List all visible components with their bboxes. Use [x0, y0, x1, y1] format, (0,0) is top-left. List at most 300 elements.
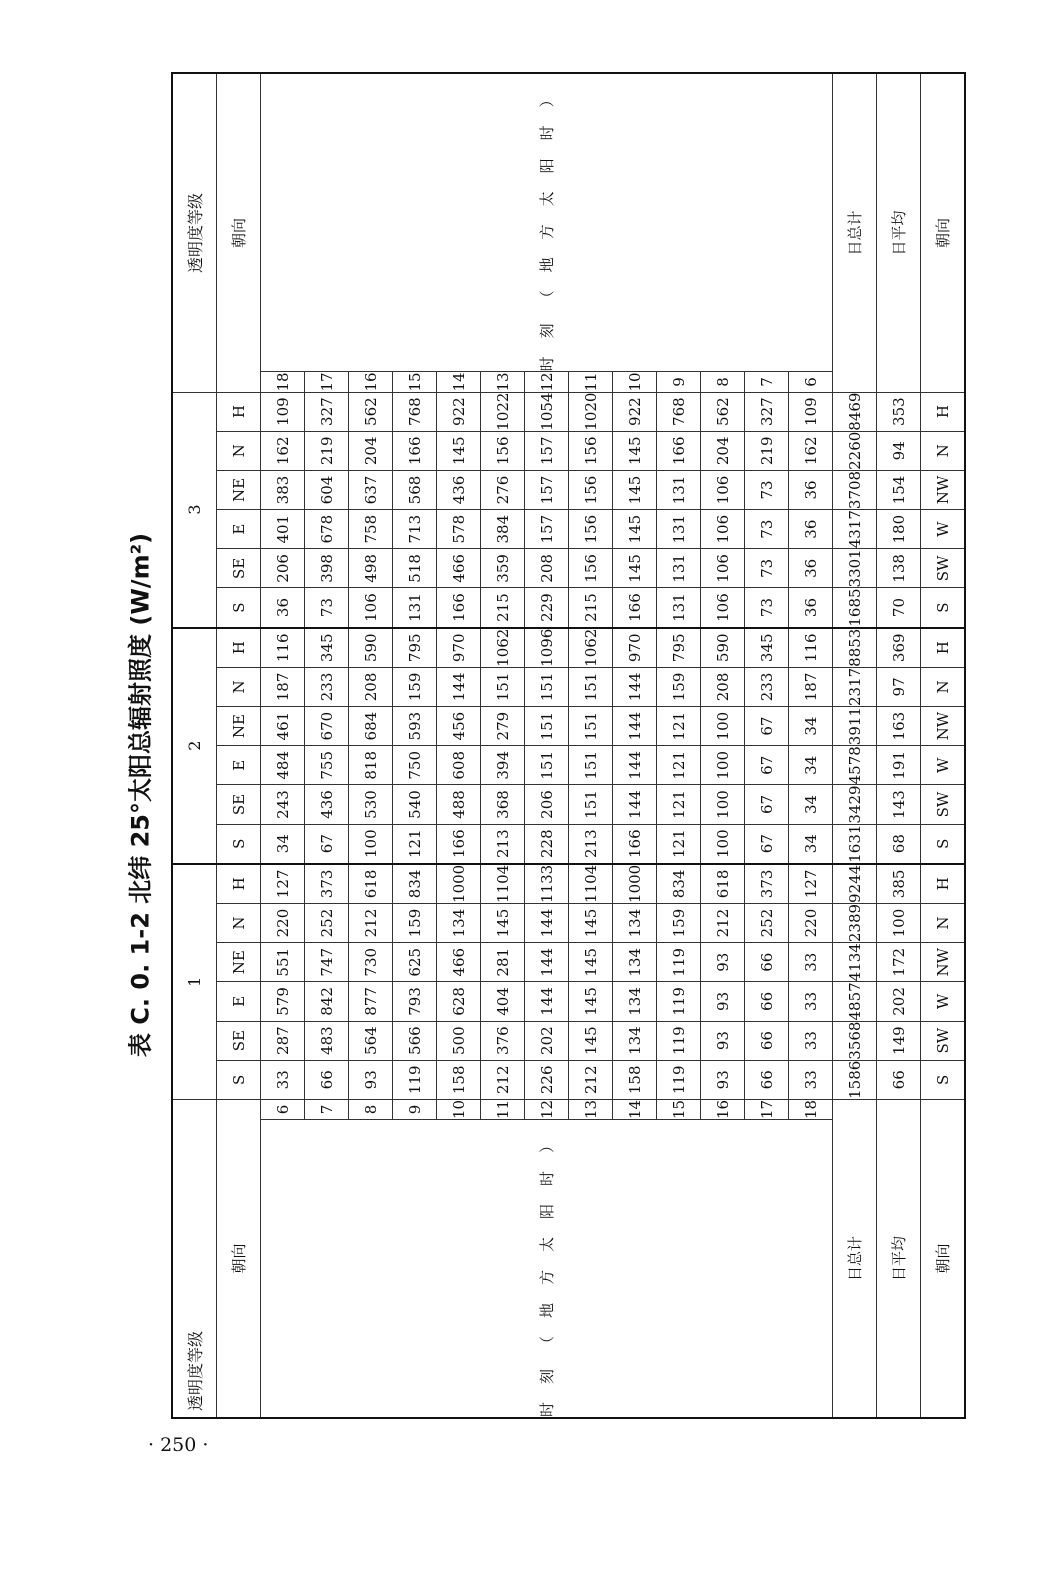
value-cell: 131 — [657, 510, 701, 549]
value-cell: 466 — [437, 943, 481, 982]
value-cell: 151 — [569, 785, 613, 824]
orientation-header: SE — [217, 1021, 261, 1060]
value-cell: 398 — [305, 549, 349, 588]
value-cell: 213 — [569, 824, 613, 864]
hour-right-cell: 16 — [349, 372, 393, 392]
value-cell: 67 — [745, 785, 789, 824]
value-cell: 66 — [745, 1060, 789, 1099]
value-cell: 34 — [789, 824, 833, 864]
value-cell: 483 — [305, 1021, 349, 1060]
value-cell: 144 — [613, 785, 657, 824]
summary-value-cell: 3429 — [833, 785, 877, 824]
summary-value-cell: 202 — [877, 982, 921, 1021]
value-cell: 226 — [525, 1060, 569, 1099]
value-cell: 564 — [349, 1021, 393, 1060]
value-cell: 750 — [393, 746, 437, 785]
value-cell: 345 — [745, 628, 789, 668]
value-cell: 33 — [789, 1021, 833, 1060]
orientation-header: H — [217, 864, 261, 904]
summary-value-cell: 4857 — [833, 982, 877, 1021]
value-cell: 206 — [261, 549, 305, 588]
value-cell: 213 — [481, 824, 525, 864]
value-cell: 394 — [481, 746, 525, 785]
value-cell: 562 — [349, 392, 393, 431]
value-cell: 151 — [481, 667, 525, 706]
summary-label-left: 日平均 — [877, 1099, 921, 1418]
value-cell: 204 — [701, 431, 745, 470]
summary-value-cell: 3708 — [833, 470, 877, 509]
value-cell: 151 — [525, 707, 569, 746]
value-cell: 157 — [525, 431, 569, 470]
orientation-header: N — [217, 431, 261, 470]
value-cell: 436 — [437, 470, 481, 509]
orientation-bottom-cell: SW — [921, 549, 966, 588]
orientation-bottom-cell: NW — [921, 943, 966, 982]
orientation-label-left-bottom: 朝向 — [921, 1099, 966, 1418]
value-cell: 121 — [657, 824, 701, 864]
value-cell: 145 — [613, 549, 657, 588]
value-cell: 327 — [305, 392, 349, 431]
value-cell: 159 — [657, 903, 701, 942]
orientation-header: NE — [217, 707, 261, 746]
orientation-header: H — [217, 628, 261, 668]
value-cell: 73 — [745, 510, 789, 549]
summary-value-cell: 3301 — [833, 549, 877, 588]
summary-value-cell: 149 — [877, 1021, 921, 1060]
hour-right-cell: 14 — [437, 372, 481, 392]
transparency-label: 透明度等级 — [186, 192, 205, 273]
orientation-label-left: 朝向 — [217, 1099, 261, 1418]
summary-value-cell: 100 — [877, 903, 921, 942]
orientation-bottom-cell: H — [921, 392, 966, 431]
value-cell: 33 — [789, 1060, 833, 1099]
value-cell: 145 — [569, 1021, 613, 1060]
value-cell: 568 — [393, 470, 437, 509]
value-cell: 456 — [437, 707, 481, 746]
value-cell: 66 — [745, 943, 789, 982]
summary-value-cell: 191 — [877, 746, 921, 785]
summary-value-cell: 369 — [877, 628, 921, 668]
hour-left-cell: 18 — [789, 1099, 833, 1119]
value-cell: 228 — [525, 824, 569, 864]
summary-label-right: 日平均 — [877, 73, 921, 392]
value-cell: 144 — [613, 746, 657, 785]
value-cell: 67 — [745, 707, 789, 746]
value-cell: 579 — [261, 982, 305, 1021]
value-cell: 713 — [393, 510, 437, 549]
summary-value-cell: 3911 — [833, 707, 877, 746]
orientation-bottom-cell: SW — [921, 785, 966, 824]
summary-value-cell: 4578 — [833, 746, 877, 785]
orientation-bottom-cell: N — [921, 903, 966, 942]
summary-value-cell: 2389 — [833, 903, 877, 942]
orientation-header: E — [217, 982, 261, 1021]
orientation-bottom-cell: H — [921, 864, 966, 904]
orientation-bottom-cell: W — [921, 982, 966, 1021]
value-cell: 134 — [437, 903, 481, 942]
value-cell: 233 — [305, 667, 349, 706]
value-cell: 119 — [657, 982, 701, 1021]
orientation-header: S — [217, 588, 261, 628]
hour-left-cell: 17 — [745, 1099, 789, 1119]
summary-row — [833, 73, 877, 1418]
value-cell: 145 — [613, 510, 657, 549]
value-cell: 156 — [481, 431, 525, 470]
value-cell: 279 — [481, 707, 525, 746]
value-cell: 219 — [745, 431, 789, 470]
orientation-header: NE — [217, 470, 261, 509]
summary-value-cell: 385 — [877, 864, 921, 904]
summary-value-cell: 8469 — [833, 392, 877, 431]
value-cell: 151 — [569, 746, 613, 785]
orientation-header: S — [217, 1060, 261, 1099]
value-cell: 204 — [349, 431, 393, 470]
value-cell: 220 — [789, 903, 833, 942]
value-cell: 156 — [569, 510, 613, 549]
orientation-bottom-cell: NW — [921, 707, 966, 746]
hour-right-cell: 18 — [261, 372, 305, 392]
value-cell: 93 — [701, 982, 745, 1021]
value-cell: 1104 — [481, 864, 525, 904]
table-title: 表 C. 0. 1-2 北纬 25°太阳总辐射照度 (W/m²) — [126, 532, 154, 1058]
value-cell: 134 — [613, 903, 657, 942]
value-cell: 540 — [393, 785, 437, 824]
hour-left-cell: 8 — [349, 1099, 393, 1119]
value-cell: 922 — [613, 392, 657, 431]
summary-value-cell: 180 — [877, 510, 921, 549]
hour-right-cell: 8 — [701, 372, 745, 392]
value-cell: 747 — [305, 943, 349, 982]
value-cell: 768 — [657, 392, 701, 431]
value-cell: 166 — [437, 824, 481, 864]
orientation-header: NE — [217, 943, 261, 982]
value-cell: 500 — [437, 1021, 481, 1060]
orientation-bottom-cell: N — [921, 431, 966, 470]
value-cell: 834 — [393, 864, 437, 904]
orientation-header: SE — [217, 549, 261, 588]
value-cell: 233 — [745, 667, 789, 706]
value-cell: 127 — [261, 864, 305, 904]
value-cell: 73 — [745, 470, 789, 509]
value-cell: 206 — [525, 785, 569, 824]
value-cell: 219 — [305, 431, 349, 470]
value-cell: 1022 — [481, 392, 525, 431]
value-cell: 401 — [261, 510, 305, 549]
summary-value-cell: 1586 — [833, 1060, 877, 1099]
value-cell: 145 — [569, 903, 613, 942]
value-cell: 151 — [569, 667, 613, 706]
value-cell: 208 — [349, 667, 393, 706]
summary-row — [877, 73, 921, 1418]
value-cell: 151 — [569, 707, 613, 746]
value-cell: 116 — [789, 628, 833, 668]
value-cell: 106 — [701, 549, 745, 588]
value-cell: 100 — [701, 707, 745, 746]
value-cell: 551 — [261, 943, 305, 982]
hour-left-cell: 10 — [437, 1099, 481, 1119]
time-label-right: 时刻（地方太阳时） — [261, 73, 833, 372]
value-cell: 795 — [393, 628, 437, 668]
value-cell: 562 — [701, 392, 745, 431]
value-cell: 684 — [349, 707, 393, 746]
value-cell: 436 — [305, 785, 349, 824]
value-cell: 116 — [261, 628, 305, 668]
value-cell: 159 — [657, 667, 701, 706]
orientation-header: H — [217, 392, 261, 431]
header-transparency-right — [172, 73, 217, 392]
value-cell: 373 — [745, 864, 789, 904]
value-cell: 484 — [261, 746, 305, 785]
value-cell: 144 — [525, 982, 569, 1021]
value-cell: 36 — [261, 588, 305, 628]
value-cell: 970 — [613, 628, 657, 668]
value-cell: 578 — [437, 510, 481, 549]
value-cell: 93 — [701, 943, 745, 982]
hour-right-cell: 15 — [393, 372, 437, 392]
summary-value-cell: 2260 — [833, 431, 877, 470]
value-cell: 243 — [261, 785, 305, 824]
value-cell: 758 — [349, 510, 393, 549]
orientation-header: N — [217, 903, 261, 942]
value-cell: 119 — [657, 943, 701, 982]
summary-value-cell: 68 — [877, 824, 921, 864]
hour-left-cell: 14 — [613, 1099, 657, 1119]
value-cell: 34 — [789, 707, 833, 746]
hour-right-cell: 11 — [569, 372, 613, 392]
summary-value-cell: 1685 — [833, 588, 877, 628]
value-cell: 376 — [481, 1021, 525, 1060]
value-cell: 229 — [525, 588, 569, 628]
value-cell: 121 — [657, 746, 701, 785]
summary-value-cell: 97 — [877, 667, 921, 706]
value-cell: 106 — [701, 470, 745, 509]
value-cell: 156 — [569, 549, 613, 588]
table-row — [261, 73, 305, 1418]
value-cell: 121 — [657, 707, 701, 746]
summary-value-cell: 8853 — [833, 628, 877, 668]
value-cell: 144 — [525, 903, 569, 942]
value-cell: 67 — [745, 746, 789, 785]
orientation-bottom-cell: W — [921, 510, 966, 549]
value-cell: 66 — [305, 1060, 349, 1099]
value-cell: 877 — [349, 982, 393, 1021]
rotated-table-container — [171, 72, 966, 1419]
value-cell: 156 — [569, 431, 613, 470]
hour-right-cell: 6 — [789, 372, 833, 392]
value-cell: 670 — [305, 707, 349, 746]
value-cell: 93 — [701, 1060, 745, 1099]
transparency-label: 透明度等级 — [186, 1330, 205, 1411]
summary-value-cell: 2317 — [833, 667, 877, 706]
value-cell: 131 — [657, 549, 701, 588]
value-cell: 106 — [701, 588, 745, 628]
value-cell: 1054 — [525, 392, 569, 431]
hour-left-cell: 15 — [657, 1099, 701, 1119]
value-cell: 215 — [569, 588, 613, 628]
hour-right-cell: 9 — [657, 372, 701, 392]
value-cell: 145 — [613, 431, 657, 470]
value-cell: 842 — [305, 982, 349, 1021]
orientation-bottom-row — [921, 73, 966, 1418]
hour-left-cell: 9 — [393, 1099, 437, 1119]
value-cell: 276 — [481, 470, 525, 509]
orientation-bottom-cell: S — [921, 1060, 966, 1099]
value-cell: 970 — [437, 628, 481, 668]
value-cell: 157 — [525, 470, 569, 509]
value-cell: 208 — [701, 667, 745, 706]
orientation-label-right-bottom: 朝向 — [921, 73, 966, 392]
value-cell: 131 — [657, 470, 701, 509]
summary-label-right: 日总计 — [833, 73, 877, 392]
value-cell: 166 — [437, 588, 481, 628]
orientation-label-right: 朝向 — [217, 73, 261, 392]
value-cell: 252 — [745, 903, 789, 942]
value-cell: 1062 — [569, 628, 613, 668]
hour-right-cell: 12 — [525, 372, 569, 392]
orientation-bottom-cell: SW — [921, 1021, 966, 1060]
value-cell: 215 — [481, 588, 525, 628]
orientation-header: N — [217, 667, 261, 706]
hour-left-cell: 6 — [261, 1099, 305, 1119]
value-cell: 33 — [789, 943, 833, 982]
orientation-bottom-cell: H — [921, 628, 966, 668]
summary-value-cell: 1631 — [833, 824, 877, 864]
hour-right-cell: 7 — [745, 372, 789, 392]
value-cell: 162 — [261, 431, 305, 470]
hour-left-cell: 13 — [569, 1099, 613, 1119]
value-cell: 166 — [393, 431, 437, 470]
level-2-header: 2 — [172, 628, 217, 864]
value-cell: 73 — [305, 588, 349, 628]
value-cell: 834 — [657, 864, 701, 904]
value-cell: 151 — [525, 667, 569, 706]
value-cell: 119 — [393, 1060, 437, 1099]
value-cell: 144 — [613, 707, 657, 746]
value-cell: 608 — [437, 746, 481, 785]
level-3-header: 3 — [172, 392, 217, 628]
value-cell: 793 — [393, 982, 437, 1021]
value-cell: 131 — [657, 588, 701, 628]
value-cell: 67 — [305, 824, 349, 864]
value-cell: 34 — [789, 746, 833, 785]
orientation-header: E — [217, 746, 261, 785]
value-cell: 593 — [393, 707, 437, 746]
value-cell: 1000 — [437, 864, 481, 904]
value-cell: 109 — [261, 392, 305, 431]
summary-value-cell: 3568 — [833, 1021, 877, 1060]
value-cell: 768 — [393, 392, 437, 431]
value-cell: 67 — [745, 824, 789, 864]
value-cell: 384 — [481, 510, 525, 549]
value-cell: 36 — [789, 549, 833, 588]
value-cell: 187 — [789, 667, 833, 706]
value-cell: 730 — [349, 943, 393, 982]
summary-value-cell: 154 — [877, 470, 921, 509]
value-cell: 212 — [481, 1060, 525, 1099]
value-cell: 488 — [437, 785, 481, 824]
value-cell: 144 — [437, 667, 481, 706]
value-cell: 637 — [349, 470, 393, 509]
value-cell: 383 — [261, 470, 305, 509]
value-cell: 145 — [569, 943, 613, 982]
value-cell: 566 — [393, 1021, 437, 1060]
value-cell: 144 — [613, 667, 657, 706]
value-cell: 404 — [481, 982, 525, 1021]
value-cell: 151 — [525, 746, 569, 785]
value-cell: 121 — [393, 824, 437, 864]
value-cell: 1104 — [569, 864, 613, 904]
orientation-bottom-cell: S — [921, 588, 966, 628]
hour-left-cell: 12 — [525, 1099, 569, 1119]
summary-value-cell: 143 — [877, 785, 921, 824]
value-cell: 618 — [349, 864, 393, 904]
value-cell: 73 — [745, 549, 789, 588]
value-cell: 373 — [305, 864, 349, 904]
value-cell: 100 — [701, 824, 745, 864]
value-cell: 590 — [349, 628, 393, 668]
value-cell: 33 — [789, 982, 833, 1021]
value-cell: 134 — [613, 1021, 657, 1060]
value-cell: 93 — [701, 1021, 745, 1060]
value-cell: 202 — [525, 1021, 569, 1060]
value-cell: 922 — [437, 392, 481, 431]
value-cell: 158 — [437, 1060, 481, 1099]
summary-value-cell: 353 — [877, 392, 921, 431]
value-cell: 166 — [657, 431, 701, 470]
value-cell: 166 — [613, 588, 657, 628]
value-cell: 131 — [393, 588, 437, 628]
summary-value-cell: 172 — [877, 943, 921, 982]
hour-left-cell: 16 — [701, 1099, 745, 1119]
value-cell: 327 — [745, 392, 789, 431]
value-cell: 106 — [349, 588, 393, 628]
orientation-bottom-cell: S — [921, 824, 966, 864]
summary-value-cell: 70 — [877, 588, 921, 628]
value-cell: 628 — [437, 982, 481, 1021]
summary-value-cell: 163 — [877, 707, 921, 746]
value-cell: 187 — [261, 667, 305, 706]
summary-value-cell: 66 — [877, 1060, 921, 1099]
value-cell: 100 — [701, 746, 745, 785]
value-cell: 34 — [261, 824, 305, 864]
value-cell: 345 — [305, 628, 349, 668]
hour-right-cell: 17 — [305, 372, 349, 392]
orientation-header: S — [217, 824, 261, 864]
value-cell: 119 — [657, 1060, 701, 1099]
value-cell: 604 — [305, 470, 349, 509]
value-cell: 208 — [525, 549, 569, 588]
value-cell: 159 — [393, 667, 437, 706]
orientation-bottom-cell: NW — [921, 470, 966, 509]
value-cell: 461 — [261, 707, 305, 746]
orientation-header: E — [217, 510, 261, 549]
value-cell: 109 — [789, 392, 833, 431]
value-cell: 530 — [349, 785, 393, 824]
summary-value-cell: 4134 — [833, 943, 877, 982]
value-cell: 66 — [745, 1021, 789, 1060]
value-cell: 166 — [613, 824, 657, 864]
value-cell: 73 — [745, 588, 789, 628]
value-cell: 134 — [613, 943, 657, 982]
value-cell: 127 — [789, 864, 833, 904]
value-cell: 212 — [569, 1060, 613, 1099]
value-cell: 34 — [789, 785, 833, 824]
summary-value-cell: 4317 — [833, 510, 877, 549]
value-cell: 518 — [393, 549, 437, 588]
value-cell: 145 — [481, 903, 525, 942]
orientation-bottom-cell: W — [921, 746, 966, 785]
value-cell: 134 — [613, 982, 657, 1021]
